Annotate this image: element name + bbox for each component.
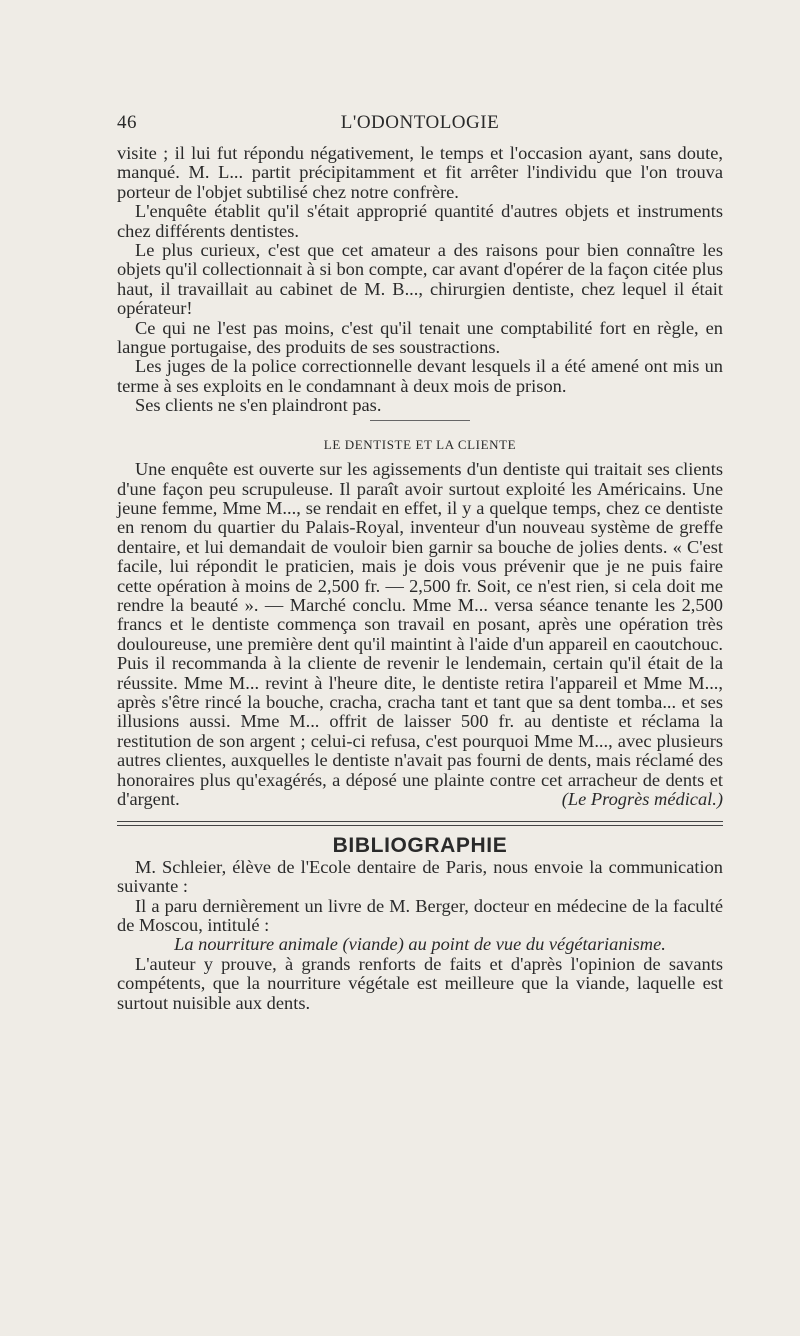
source-citation: (Le Progrès médical.): [561, 789, 723, 809]
book-title: La nourriture animale (viande) au point de vue du végétarianisme.: [174, 934, 666, 955]
bibliography-heading: BIBLIOGRAPHIE: [332, 834, 508, 858]
paragraph: Le plus curieux, c'est que cet amateur a des raisons pour bien connaître les objets qu'il collectionnait à si bon compte, car avant d'opérer de la façon citée plus haut, il travaillait au cabinet de M. B..., chirurgien dentiste, chez lequel il était opérateur!: [117, 240, 723, 319]
separator-rule: [370, 420, 470, 421]
paragraph: L'enquête établit qu'il s'était approprié quantité d'autres objets et instruments chez différents dentistes.: [117, 201, 723, 241]
section-text: [117, 460, 723, 809]
section-heading: LE DENTISTE ET LA CLIENTE: [323, 436, 517, 452]
paragraph: L'auteur y prouve, à grands renforts de faits et d'après l'opinion de savants compétents, que la nourriture végétale est meilleure que la viande, laquelle est surtout nuisible aux dents.: [117, 953, 723, 1013]
journal-title: L'ODONTOLOGIE: [340, 112, 500, 133]
paragraph: Ses clients ne s'en plaindront pas.: [135, 395, 382, 416]
page-number: 46: [117, 112, 137, 133]
paragraph: Les juges de la police correctionnelle devant lesquels il a été amené ont mis un terme à ses exploits en le condamnant à deux mois de prison.: [117, 356, 723, 396]
double-separator-rule: [117, 821, 723, 826]
section-paragraph: Une enquête est ouverte sur les agissements d'un dentiste qui traitait ses clients d'une façon peu scrupuleuse. Il paraît avoir surtout exploité les Américains. Une jeune femme, Mme M..., se rendait en effet, il y a quelque temps, chez ce dentiste en renom du quartier du Palais-Royal, inventeur d'un nouveau système de greffe dentaire, et lui demandait de vouloir bien garnir sa bouche de jolies dents. « C'est facile, lui répondit le praticien, mais je dois vous prévenir que je ne puis faire cette opération à moins de 2,500 fr. — 2,500 fr. Soit, ce n'est rien, si cela doit me rendre la beauté ». — Marché conclu. Mme M... versa séance tenante les 2,500 francs et le dentiste commença son travail en posant, après une opération très douloureuse, une première dent qu'il maintint à l'aide d'un appareil en caoutchouc. Puis il recommanda à la cliente de revenir le lendemain, certain qu'il était de la réussite. Mme M... revint à l'heure dite, le dentiste retira l'appareil et Mme M..., après s'être rincé la bouche, cracha, cracha tant et tant que sa dent tomba... et ses illusions aussi. Mme M... offrit de laisser 500 fr. au dentiste et réclama la restitution de son argent ; celui-ci refusa, c'est pourquoi Mme M..., avec plusieurs autres clientes, auxquelles le dentiste n'avait pas fourni de dents, mais réclamé des honoraires plus qu'exagérés, a déposé une plainte contre cet arracheur de dents et d'argent.: [117, 459, 723, 809]
paragraph: visite ; il lui fut répondu négativement, le temps et l'occasion ayant, sans doute, manqué. M. L... partit précipitamment et fit arrêter l'individu que l'on trouva porteur de l'objet subtilisé chez notre confrère.: [117, 143, 723, 202]
paragraph: Ce qui ne l'est pas moins, c'est qu'il tenait une comptabilité fort en règle, en langue portugaise, des produits de ses soustractions.: [117, 317, 723, 358]
paragraph: M. Schleier, élève de l'Ecole dentaire de Paris, nous envoie la communication suivante :: [117, 856, 723, 897]
page-body: [117, 144, 723, 1013]
paragraph: Il a paru dernièrement un livre de M. Berger, docteur en médecine de la faculté de Moscou, intitulé :: [117, 895, 723, 936]
